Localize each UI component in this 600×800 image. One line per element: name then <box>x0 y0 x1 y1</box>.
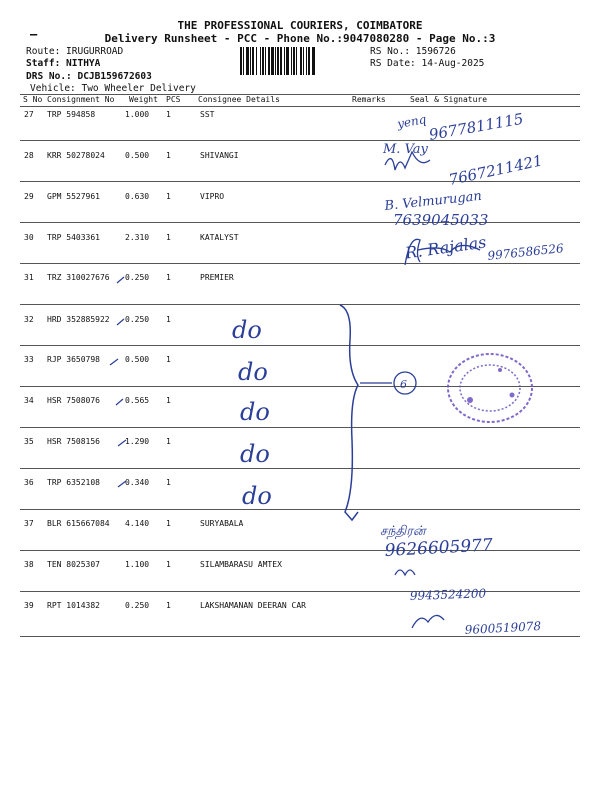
cell-pcs: 1 <box>166 273 171 282</box>
cell-weight: 0.340 <box>125 478 150 487</box>
cell-consignment: TRP 594858 <box>47 110 96 119</box>
cell-pcs: 1 <box>166 601 171 610</box>
count-circle-number: 6 <box>400 378 407 391</box>
row28-signature: M. Vay <box>383 142 428 157</box>
cell-pcs: 1 <box>166 110 171 119</box>
runsheet-subtitle: Delivery Runsheet - PCC - Phone No.:9047080280 - Page No.:3 <box>104 32 496 45</box>
cell-pcs: 1 <box>166 519 171 528</box>
row-rule <box>20 140 580 141</box>
rs-number: RS No.: 1596726 <box>370 46 456 57</box>
cell-consignee: LAKSHAMANAN DEERAN CAR <box>200 601 306 610</box>
cell-consignee: SILAMBARASU AMTEX <box>200 560 282 569</box>
cell-pcs: 1 <box>166 437 171 446</box>
cell-consignment: RJP 3650798 <box>47 355 100 364</box>
cell-weight: 0.500 <box>125 151 150 160</box>
cell-consignment: HRD 352885922 <box>47 315 110 324</box>
row-rule <box>20 263 580 264</box>
cell-pcs: 1 <box>166 396 171 405</box>
cell-weight: 0.630 <box>125 192 150 201</box>
cell-sno: 32 <box>24 315 34 324</box>
cell-consignment: BLR 615667084 <box>47 519 110 528</box>
cell-consignment: KRR 50278024 <box>47 151 105 160</box>
cell-consignment: HSR 7508156 <box>47 437 100 446</box>
row38-phone: 9943524200 <box>409 586 487 603</box>
cell-pcs: 1 <box>166 233 171 242</box>
ditto-mark: do <box>240 440 270 468</box>
ditto-mark: do <box>238 358 268 386</box>
cell-sno: 33 <box>24 355 34 364</box>
table-row <box>0 315 600 355</box>
row29-name: B. Velmurugan <box>383 188 483 214</box>
company-title: THE PROFESSIONAL COURIERS, COIMBATORE <box>177 19 423 32</box>
cell-weight: 1.000 <box>125 110 150 119</box>
row39-phone: 9600519078 <box>464 619 542 637</box>
table-row <box>0 151 600 191</box>
cell-weight: 2.310 <box>125 233 150 242</box>
vehicle-label: Vehicle: Two Wheeler Delivery <box>30 83 196 94</box>
cell-consignee: VIPRO <box>200 192 225 201</box>
cell-consignment: TRP 5403361 <box>47 233 100 242</box>
row-rule <box>20 427 580 428</box>
row29-phone: 7639045033 <box>393 211 489 229</box>
cell-weight: 0.565 <box>125 396 150 405</box>
cell-sno: 38 <box>24 560 34 569</box>
header-top-rule <box>20 94 580 95</box>
row-rule <box>20 509 580 510</box>
staff-label: Staff: NITHYA <box>26 58 101 69</box>
col-sno: S No <box>23 95 43 104</box>
table-row <box>0 560 600 600</box>
rs-date: RS Date: 14-Aug-2025 <box>370 58 485 69</box>
cell-consignment: TRZ 310027676 <box>47 273 110 282</box>
header-dash: – <box>30 27 38 41</box>
cell-sno: 31 <box>24 273 34 282</box>
table-row <box>0 110 600 150</box>
cell-consignee: KATALYST <box>200 233 239 242</box>
cell-sno: 29 <box>24 192 34 201</box>
table-row <box>0 192 600 232</box>
table-row <box>0 519 600 559</box>
table-row <box>0 478 600 518</box>
cell-pcs: 1 <box>166 315 171 324</box>
cell-pcs: 1 <box>166 478 171 487</box>
cell-pcs: 1 <box>166 151 171 160</box>
table-row <box>0 233 600 273</box>
row27-phone: 9677811115 <box>427 109 525 144</box>
drs-number: DRS No.: DCJB159672603 <box>26 71 152 82</box>
cell-consignment: TEN 8025307 <box>47 560 100 569</box>
cell-sno: 28 <box>24 151 34 160</box>
cell-consignee: SURYABALA <box>200 519 244 528</box>
col-remarks: Remarks <box>352 95 386 104</box>
cell-pcs: 1 <box>166 560 171 569</box>
row-rule <box>20 181 580 182</box>
cell-weight: 1.290 <box>125 437 150 446</box>
row-rule <box>20 636 580 637</box>
cell-consignee: PREMIER <box>200 273 234 282</box>
table-row <box>0 601 600 641</box>
cell-sno: 34 <box>24 396 34 405</box>
route-label: Route: IRUGURROAD <box>26 46 124 57</box>
row27-signature: yenq <box>396 112 428 131</box>
row28-phone: 7667211421 <box>447 151 545 189</box>
col-pcs: PCS <box>166 95 181 104</box>
ditto-mark: do <box>240 398 270 426</box>
col-consignee: Consignee Details <box>198 95 280 104</box>
cell-consignment: GPM 5527961 <box>47 192 100 201</box>
row-rule <box>20 550 580 551</box>
cell-weight: 0.250 <box>125 273 150 282</box>
cell-consignment: HSR 7508076 <box>47 396 100 405</box>
ditto-mark: do <box>242 482 272 510</box>
barcode <box>240 47 368 75</box>
cell-weight: 1.100 <box>125 560 150 569</box>
cell-weight: 0.250 <box>125 601 150 610</box>
row30-phone: 9976586526 <box>486 241 565 263</box>
table-row <box>0 355 600 395</box>
row37-name: சந்திரன் <box>380 524 426 539</box>
cell-consignee: SHIVANGI <box>200 151 239 160</box>
cell-consignment: TRP 6352108 <box>47 478 100 487</box>
row-rule <box>20 345 580 346</box>
col-weight: Weight <box>129 95 158 104</box>
row30-signature: R. Rajalas <box>404 232 488 263</box>
cell-consignee: SST <box>200 110 215 119</box>
row-rule <box>20 386 580 387</box>
cell-sno: 35 <box>24 437 34 446</box>
cell-consignment: RPT 1014382 <box>47 601 100 610</box>
cell-sno: 27 <box>24 110 34 119</box>
col-seal-signature: Seal & Signature <box>410 95 488 104</box>
row-rule <box>20 468 580 469</box>
col-consignment: Consignment No <box>47 95 115 104</box>
header-bottom-rule <box>20 106 580 107</box>
cell-pcs: 1 <box>166 192 171 201</box>
row-rule <box>20 222 580 223</box>
row-rule <box>20 304 580 305</box>
cell-weight: 0.500 <box>125 355 150 364</box>
table-row <box>0 396 600 436</box>
cell-pcs: 1 <box>166 355 171 364</box>
ditto-mark: do <box>232 316 262 344</box>
cell-sno: 37 <box>24 519 34 528</box>
row-rule <box>20 591 580 592</box>
cell-sno: 39 <box>24 601 34 610</box>
table-row <box>0 437 600 477</box>
table-row <box>0 273 600 313</box>
cell-sno: 36 <box>24 478 34 487</box>
cell-weight: 0.250 <box>125 315 150 324</box>
cell-weight: 4.140 <box>125 519 150 528</box>
cell-sno: 30 <box>24 233 34 242</box>
row37-phone: 9626605977 <box>384 535 494 561</box>
